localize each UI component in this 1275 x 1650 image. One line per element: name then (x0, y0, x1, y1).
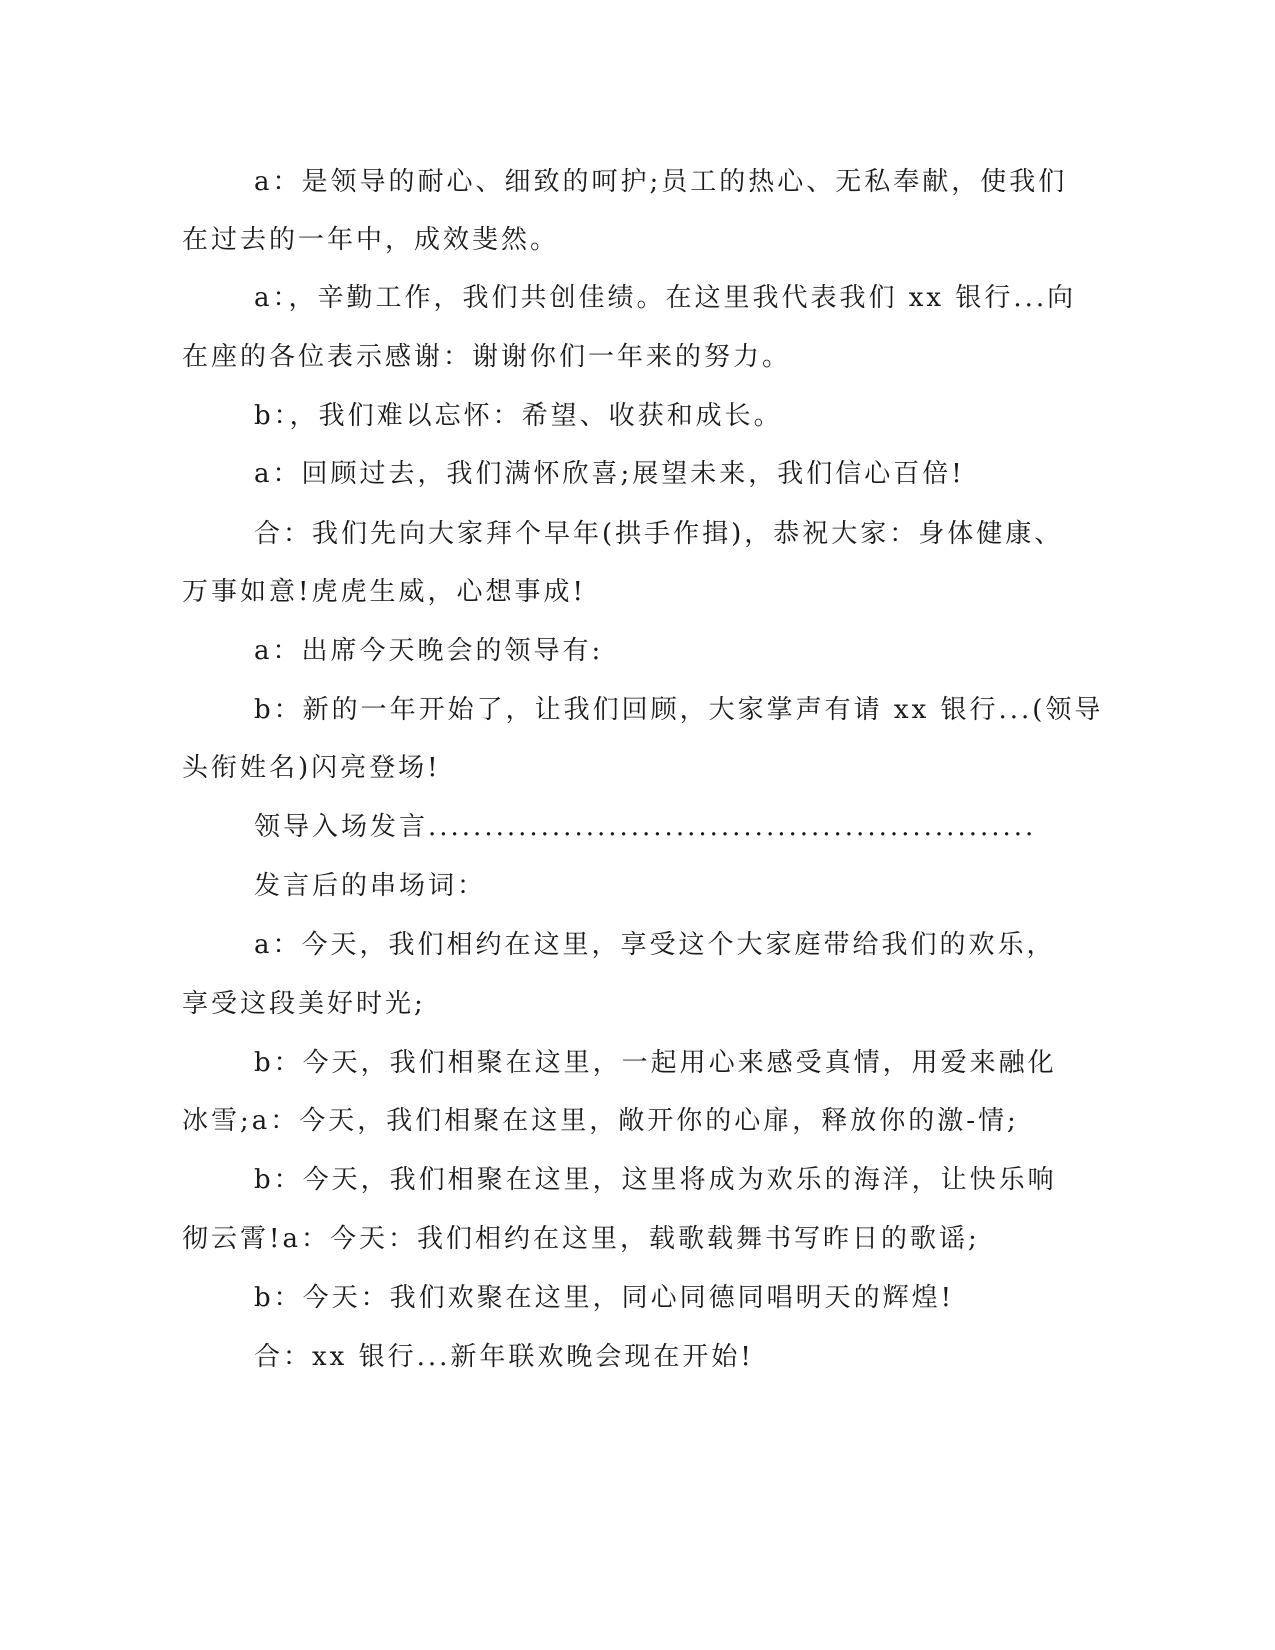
paragraph-line: 彻云霄!a：今天：我们相约在这里，载歌载舞书写昨日的歌谣; (182, 1224, 980, 1254)
paragraph-line: b：今天，我们相聚在这里，这里将成为欢乐的海洋，让快乐响 (254, 1165, 1057, 1195)
paragraph-line: a：今天，我们相约在这里，享受这个大家庭带给我们的欢乐， (254, 930, 1056, 960)
paragraph-line: 冰雪;a：今天，我们相聚在这里，敞开你的心扉，释放你的激-情; (182, 1106, 1019, 1136)
paragraph-line: 合：我们先向大家拜个早年(拱手作揖)，恭祝大家：身体健康、 (254, 519, 1064, 549)
paragraph-line: a：，辛勤工作，我们共创佳绩。在这里我代表我们 xx 银行...向 (254, 283, 1077, 313)
paragraph-line: b：，我们难以忘怀：希望、收获和成长。 (254, 401, 783, 431)
paragraph-line: 万事如意!虎虎生威，心想事成! (182, 577, 586, 607)
paragraph-line: 在过去的一年中，成效斐然。 (182, 225, 560, 255)
paragraph-line: 合：xx 银行...新年联欢晚会现在开始! (254, 1342, 754, 1372)
paragraph-line: b：今天：我们欢聚在这里，同心同德同唱明天的辉煌! (254, 1283, 955, 1313)
paragraph-line: b：新的一年开始了，让我们回顾，大家掌声有请 xx 银行...(领导 (254, 695, 1104, 725)
paragraph-line: a：出席今天晚会的领导有: (254, 636, 604, 666)
paragraph-line: 发言后的串场词： (254, 871, 487, 901)
paragraph-line: 享受这段美好时光; (182, 989, 426, 1019)
paragraph-line: 头衔姓名)闪亮登场! (182, 753, 441, 783)
paragraph-line: b：今天，我们相聚在这里，一起用心来感受真情，用爱来融化 (254, 1048, 1057, 1078)
paragraph-line: 在座的各位表示感谢：谢谢你们一年来的努力。 (182, 342, 792, 372)
paragraph-line: a：是领导的耐心、细致的呵护;员工的热心、无私奉献，使我们 (254, 167, 1068, 197)
paragraph-line: 领导入场发言...................................................... (254, 812, 1037, 842)
paragraph-line: a：回顾过去，我们满怀欣喜;展望未来，我们信心百倍! (254, 459, 965, 489)
